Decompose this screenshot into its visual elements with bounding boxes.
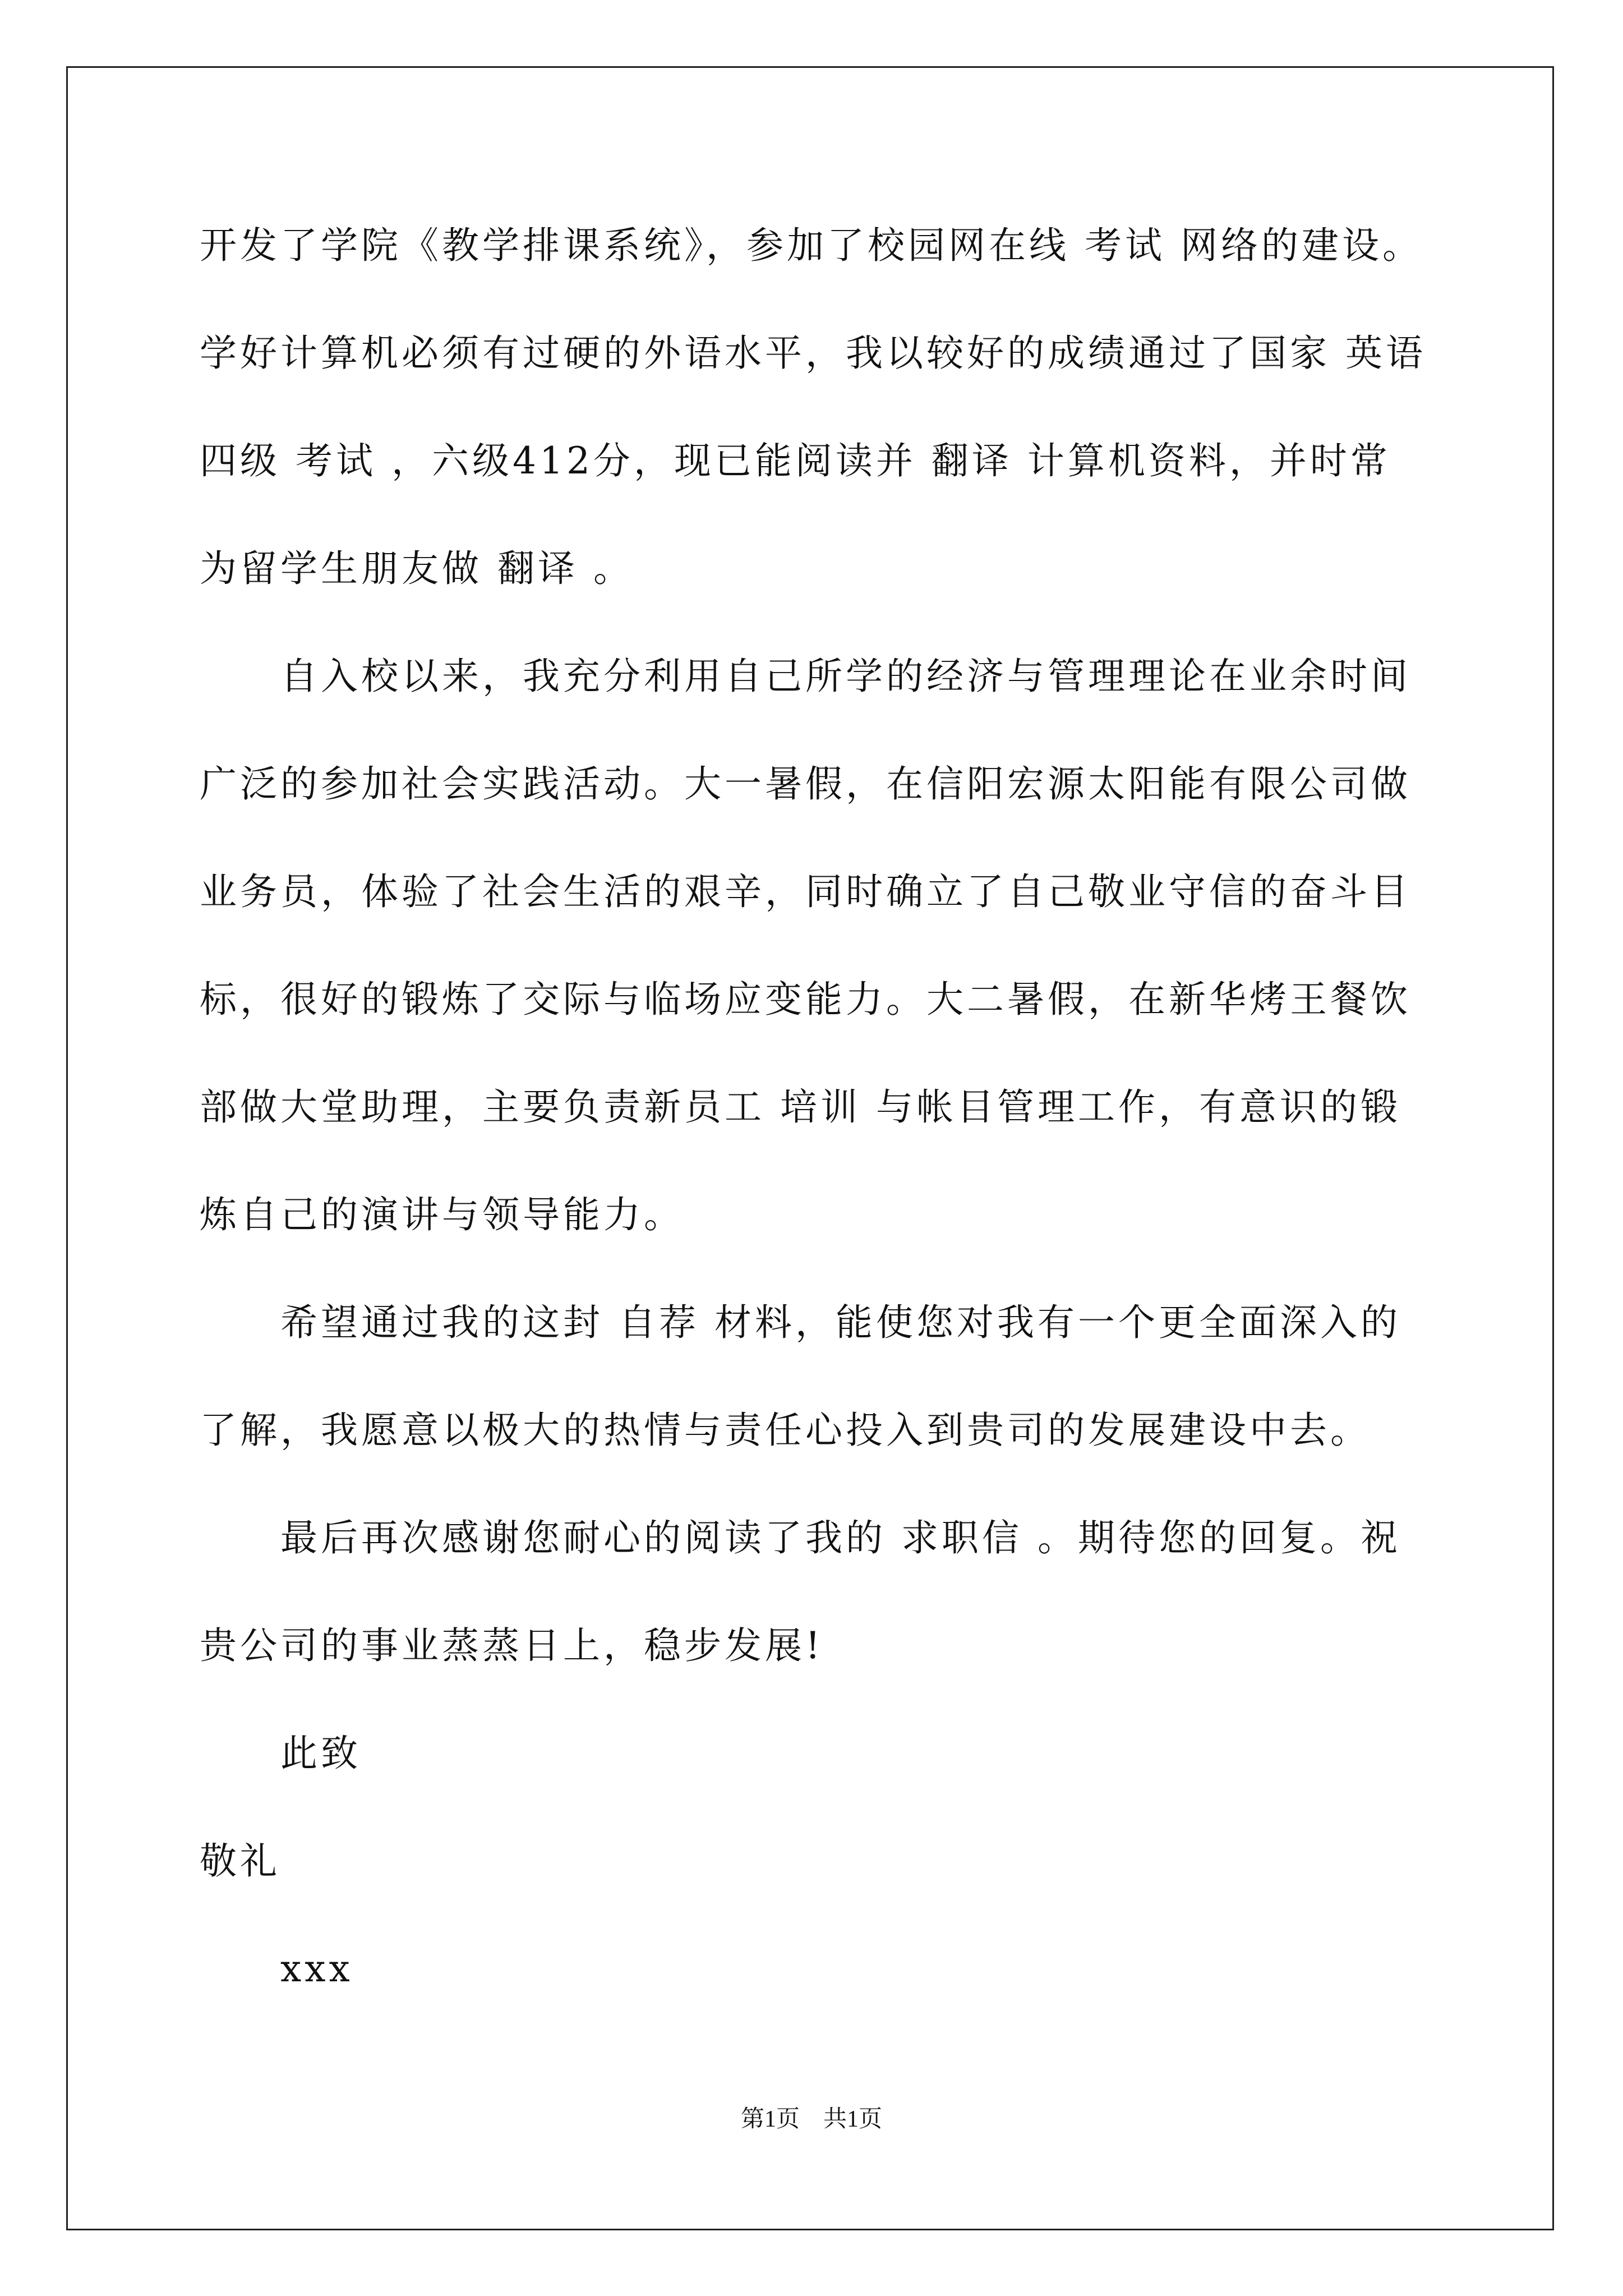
closing-salutation: 此致: [200, 1732, 361, 1775]
signature-name: xxx: [200, 1947, 353, 1990]
page-footer: 第1页 共1页: [740, 2106, 882, 2132]
body-line-13: 最后再次感谢您耐心的阅读了我的 求职信 。期待您的回复。祝: [200, 1516, 1401, 1559]
body-line-12: 了解，我愿意以极大的热情与责任心投入到贵司的发展建设中去。: [200, 1409, 1371, 1452]
body-line-1: 开发了学院《教学排课系统》，参加了校园网在线 考试 网络的建设。: [200, 224, 1423, 267]
body-line-9: 部做大堂助理，主要负责新员工 培训 与帐目管理工作，有意识的锻: [200, 1085, 1401, 1129]
body-line-8: 标，很好的锻炼了交际与临场应变能力。大二暑假，在新华烤王餐饮: [200, 978, 1411, 1021]
body-line-14: 贵公司的事业蒸蒸日上，稳步发展!: [200, 1624, 824, 1667]
body-line-11: 希望通过我的这封 自荐 材料，能使您对我有一个更全面深入的: [200, 1301, 1401, 1344]
body-line-5: 自入校以来，我充分利用自己所学的经济与管理理论在业余时间: [200, 655, 1411, 698]
body-line-2: 学好计算机必须有过硬的外语水平，我以较好的成绩通过了国家 英语: [200, 332, 1426, 375]
body-line-4: 为留学生朋友做 翻译 。: [200, 547, 634, 590]
body-line-10: 炼自己的演讲与领导能力。: [200, 1193, 684, 1236]
page-border: [66, 66, 1554, 2230]
body-line-7: 业务员，体验了社会生活的艰辛，同时确立了自己敬业守信的奋斗目: [200, 870, 1411, 913]
body-line-6: 广泛的参加社会实践活动。大一暑假，在信阳宏源太阳能有限公司做: [200, 762, 1411, 806]
body-line-3: 四级 考试 ，六级412分，现已能阅读并 翻译 计算机资料，并时常: [200, 439, 1391, 482]
closing-regards: 敬礼: [200, 1839, 280, 1883]
